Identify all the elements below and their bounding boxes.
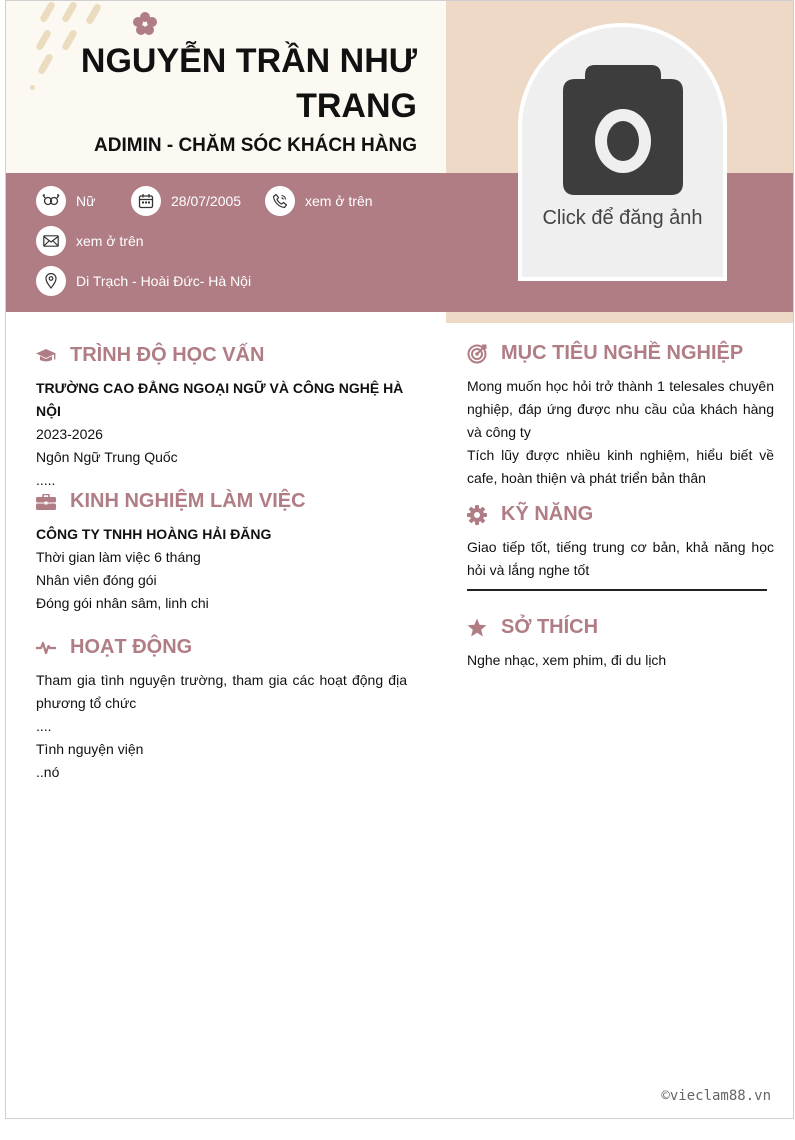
activities-heading <box>36 636 192 659</box>
skills-heading <box>467 503 593 526</box>
gender-icon <box>36 186 66 216</box>
objective-heading-text: MỤC TIÊU NGHỀ NGHIỆP <box>501 342 744 364</box>
gear-icon <box>467 505 487 525</box>
pulse-icon <box>36 641 56 655</box>
skills-line-1: Giao tiếp tốt, tiếng trung cơ bản, khả năng học hỏi và lắng nghe tốt <box>467 539 774 578</box>
email-row <box>36 226 144 256</box>
email-text: xem ở trên <box>76 233 144 249</box>
objective-heading <box>467 342 743 365</box>
target-icon <box>467 344 487 364</box>
address-row <box>36 266 251 296</box>
activities-content <box>36 669 407 784</box>
birthday-row <box>131 186 241 216</box>
watermark: ©vieclam88.vn <box>661 1088 771 1104</box>
briefcase-icon <box>36 494 56 510</box>
objective-content <box>467 375 774 490</box>
experience-line-2: Nhân viên đóng gói <box>36 572 157 588</box>
graduation-cap-icon <box>36 348 56 364</box>
experience-line-3: Đóng gói nhân sâm, linh chi <box>36 595 209 611</box>
phone-icon <box>265 186 295 216</box>
photo-upload[interactable] <box>518 23 727 281</box>
experience-line-1: Thời gian làm việc 6 tháng <box>36 549 201 565</box>
mail-icon <box>36 226 66 256</box>
gender-text: Nữ <box>76 193 96 209</box>
star-icon <box>467 618 487 638</box>
activities-heading-text: HOẠT ĐỘNG <box>70 636 193 658</box>
location-pin-icon <box>36 266 66 296</box>
candidate-name: NGUYỄN TRẦN NHƯ TRANG <box>80 42 417 125</box>
skills-heading-text: KỸ NĂNG <box>501 503 594 525</box>
photo-upload-label: Click để đăng ảnh <box>542 207 703 229</box>
activities-line-3: Tình nguyện viện <box>36 741 144 757</box>
camera-icon <box>563 65 683 195</box>
skills-content <box>467 536 774 582</box>
activities-line-1: Tham gia tình nguyện trường, tham gia các hoạt động địa phương tổ chức <box>36 672 407 711</box>
education-heading-text: TRÌNH ĐỘ HỌC VẤN <box>70 344 265 366</box>
birthday-text: 28/07/2005 <box>171 193 242 209</box>
calendar-icon <box>131 186 161 216</box>
company-name: CÔNG TY TNHH HOÀNG HẢI ĐĂNG <box>36 526 272 542</box>
gender-row <box>36 186 95 216</box>
objective-line-1: Mong muốn học hỏi trở thành 1 telesales chuyên nghiệp, đáp ứng được nhu cầu của khách hàng và công ty <box>467 378 774 440</box>
phone-text: xem ở trên <box>305 193 373 209</box>
activities-line-4: ..nó <box>36 764 60 780</box>
hobbies-line-1: Nghe nhạc, xem phim, đi du lịch <box>467 652 667 668</box>
activities-line-2: .... <box>36 718 52 734</box>
experience-heading-text: KINH NGHIỆM LÀM VIỆC <box>70 490 306 512</box>
address-text: Di Trạch - Hoài Đức- Hà Nội <box>76 273 252 289</box>
hobbies-heading-text: SỞ THÍCH <box>501 616 599 638</box>
hobbies-heading <box>467 616 598 639</box>
school-name: TRƯỜNG CAO ĐẲNG NGOẠI NGỮ VÀ CÔNG NGHỆ HÀ NỘI <box>36 380 404 419</box>
hobbies-content <box>467 649 774 672</box>
cv-page <box>5 0 794 1119</box>
education-major: Ngôn Ngữ Trung Quốc <box>36 449 178 465</box>
experience-content <box>36 523 416 615</box>
education-content <box>36 377 416 492</box>
experience-heading <box>36 490 306 513</box>
job-title: ADIMIN - CHĂM SÓC KHÁCH HÀNG <box>94 135 417 156</box>
flower-icon <box>132 11 158 37</box>
education-extra: ..... <box>36 472 56 488</box>
education-heading <box>36 344 264 367</box>
objective-line-2: Tích lũy được nhiều kinh nghiệm, hiểu biết về cafe, hoàn thiện và phát triển bản thân <box>467 447 774 486</box>
education-years: 2023-2026 <box>36 426 103 442</box>
section-divider <box>467 589 767 591</box>
phone-row <box>265 186 373 216</box>
